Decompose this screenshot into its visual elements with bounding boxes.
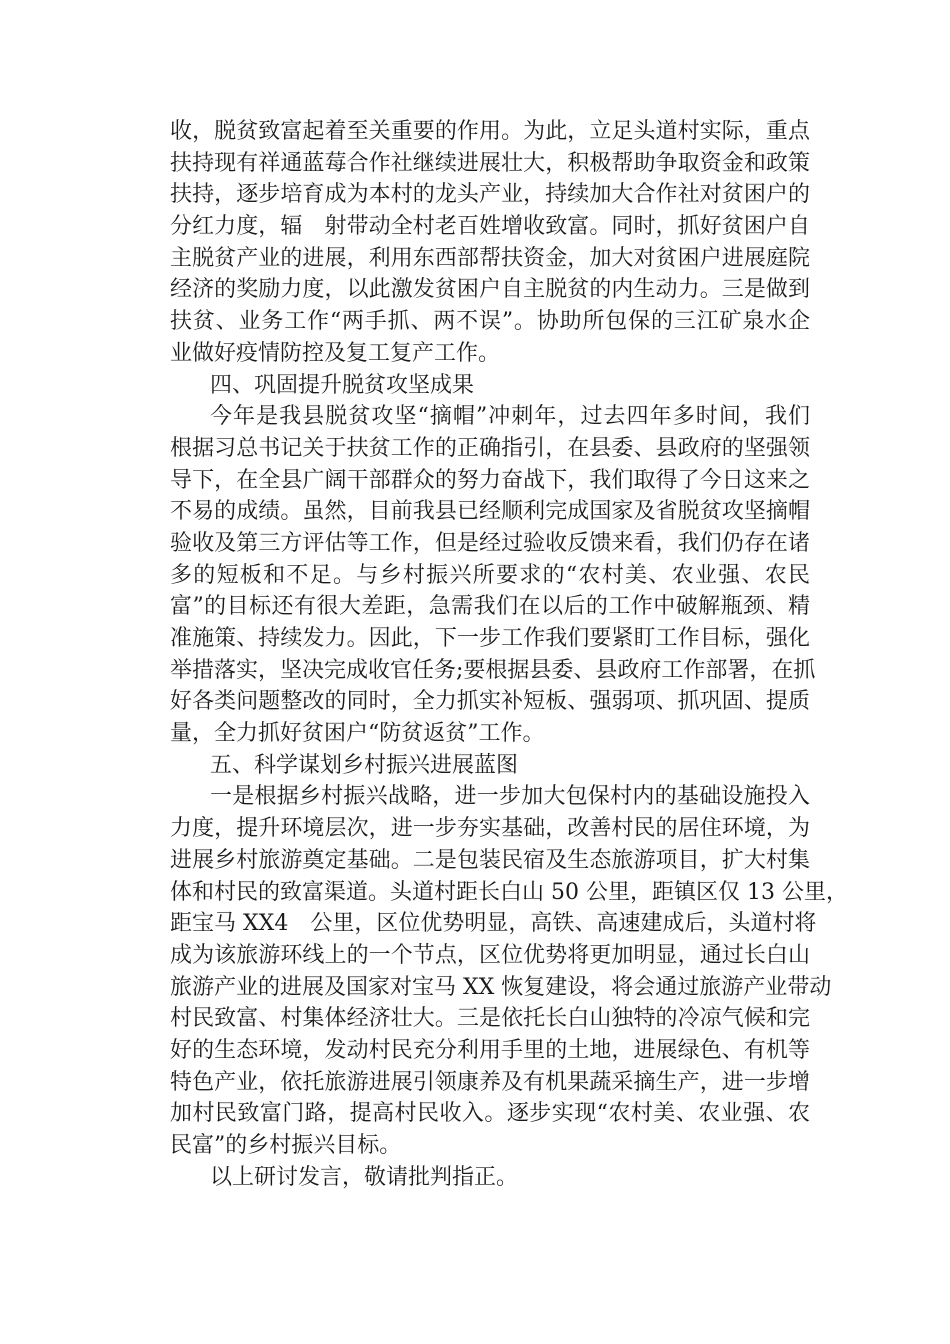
body-line: 力度，提升环境层次，进一步夯实基础，改善村民的居住环境，为 — [170, 816, 810, 842]
body-line: 民富”的乡村振兴目标。 — [170, 1133, 402, 1158]
closing-line: 以上研讨发言，敬请批判指正。 — [210, 1164, 519, 1190]
body-line: 一是根据乡村振兴战略，进一步加大包保村内的基础设施投入 — [210, 784, 810, 810]
body-line: 验收及第三方评估等工作，但是经过验收反馈来看，我们仍存在诸 — [170, 530, 810, 556]
body-line: 业做好疫情防控及复工复产工作。 — [170, 340, 501, 366]
body-line: 旅游产业的进展及国家对宝马 XX 恢复建设，将会通过旅游产业带动 — [170, 974, 832, 1000]
body-line: 好的生态环境，发动村民充分利用手里的土地，进展绿色、有机等 — [170, 1037, 810, 1063]
body-line: 量，全力抓好贫困户“防贫返贫”工作。 — [170, 721, 545, 747]
body-line: 举措落实，坚决完成收官任务;要根据县委、县政府工作部署，在抓 — [170, 657, 816, 683]
body-line: 加村民致富门路，提高村民收入。逐步实现“农村美、农业强、农 — [170, 1101, 810, 1127]
body-line: 好各类问题整改的同时，全力抓实补短板、强弱项、抓巩固、提质 — [170, 689, 810, 715]
body-line: 特色产业，依托旅游进展引领康养及有机果蔬采摘生产，进一步增 — [170, 1069, 810, 1095]
body-line: 导下，在全县广阔干部群众的努力奋战下，我们取得了今日这来之 — [170, 467, 810, 493]
body-line: 分红力度，辐 射带动全村老百姓增收致富。同时，抓好贫困户自 — [170, 214, 810, 240]
body-line: 主脱贫产业的进展，利用东西部帮扶资金，加大对贫困户进展庭院 — [170, 245, 810, 271]
body-line: 多的短板和不足。与乡村振兴所要求的“农村美、农业强、农民 — [170, 562, 810, 588]
body-line: 准施策、持续发力。因此，下一步工作我们要紧盯工作目标，强化 — [170, 626, 810, 651]
body-line: 不易的成绩。虽然，目前我县已经顺利完成国家及省脱贫攻坚摘帽 — [170, 499, 810, 525]
body-line: 经济的奖励力度，以此激发贫困户自主脱贫的内生动力。三是做到 — [170, 277, 810, 303]
body-line: 今年是我县脱贫攻坚“摘帽”冲刺年，过去四年多时间，我们 — [210, 404, 810, 430]
body-line: 进展乡村旅游奠定基础。二是包装民宿及生态旅游项目，扩大村集 — [170, 847, 810, 873]
body-line: 根据习总书记关于扶贫工作的正确指引，在县委、县政府的坚强领 — [170, 435, 810, 461]
body-line: 成为该旅游环线上的一个节点，区位优势将更加明显，通过长白山 — [170, 942, 810, 968]
body-line: 村民致富、村集体经济壮大。三是依托长白山独特的冷凉气候和完 — [170, 1006, 810, 1032]
body-line: 收，脱贫致富起着至关重要的作用。为此，立足头道村实际，重点 — [170, 119, 810, 144]
document-body — [170, 116, 848, 1193]
body-line: 体和村民的致富渠道。头道村距长白山 50 公里，距镇区仅 13 公里， — [170, 879, 848, 905]
body-line: 距宝马 XX4 公里，区位优势明显，高铁、高速建成后，头道村将 — [170, 911, 817, 937]
section-heading-4: 四、巩固提升脱贫攻坚成果 — [210, 372, 475, 398]
body-line: 扶贫、业务工作“两手抓、两不误”。协助所包保的三江矿泉水企 — [170, 309, 810, 335]
section-heading-5: 五、科学谋划乡村振兴进展蓝图 — [210, 752, 519, 778]
body-line: 富”的目标还有很大差距，急需我们在以后的工作中破解瓶颈、精 — [170, 594, 810, 620]
body-line: 扶持，逐步培育成为本村的龙头产业，持续加大合作社对贫困户的 — [170, 182, 810, 208]
body-line: 扶持现有祥通蓝莓合作社继续进展壮大，积极帮助争取资金和政策 — [170, 150, 810, 176]
